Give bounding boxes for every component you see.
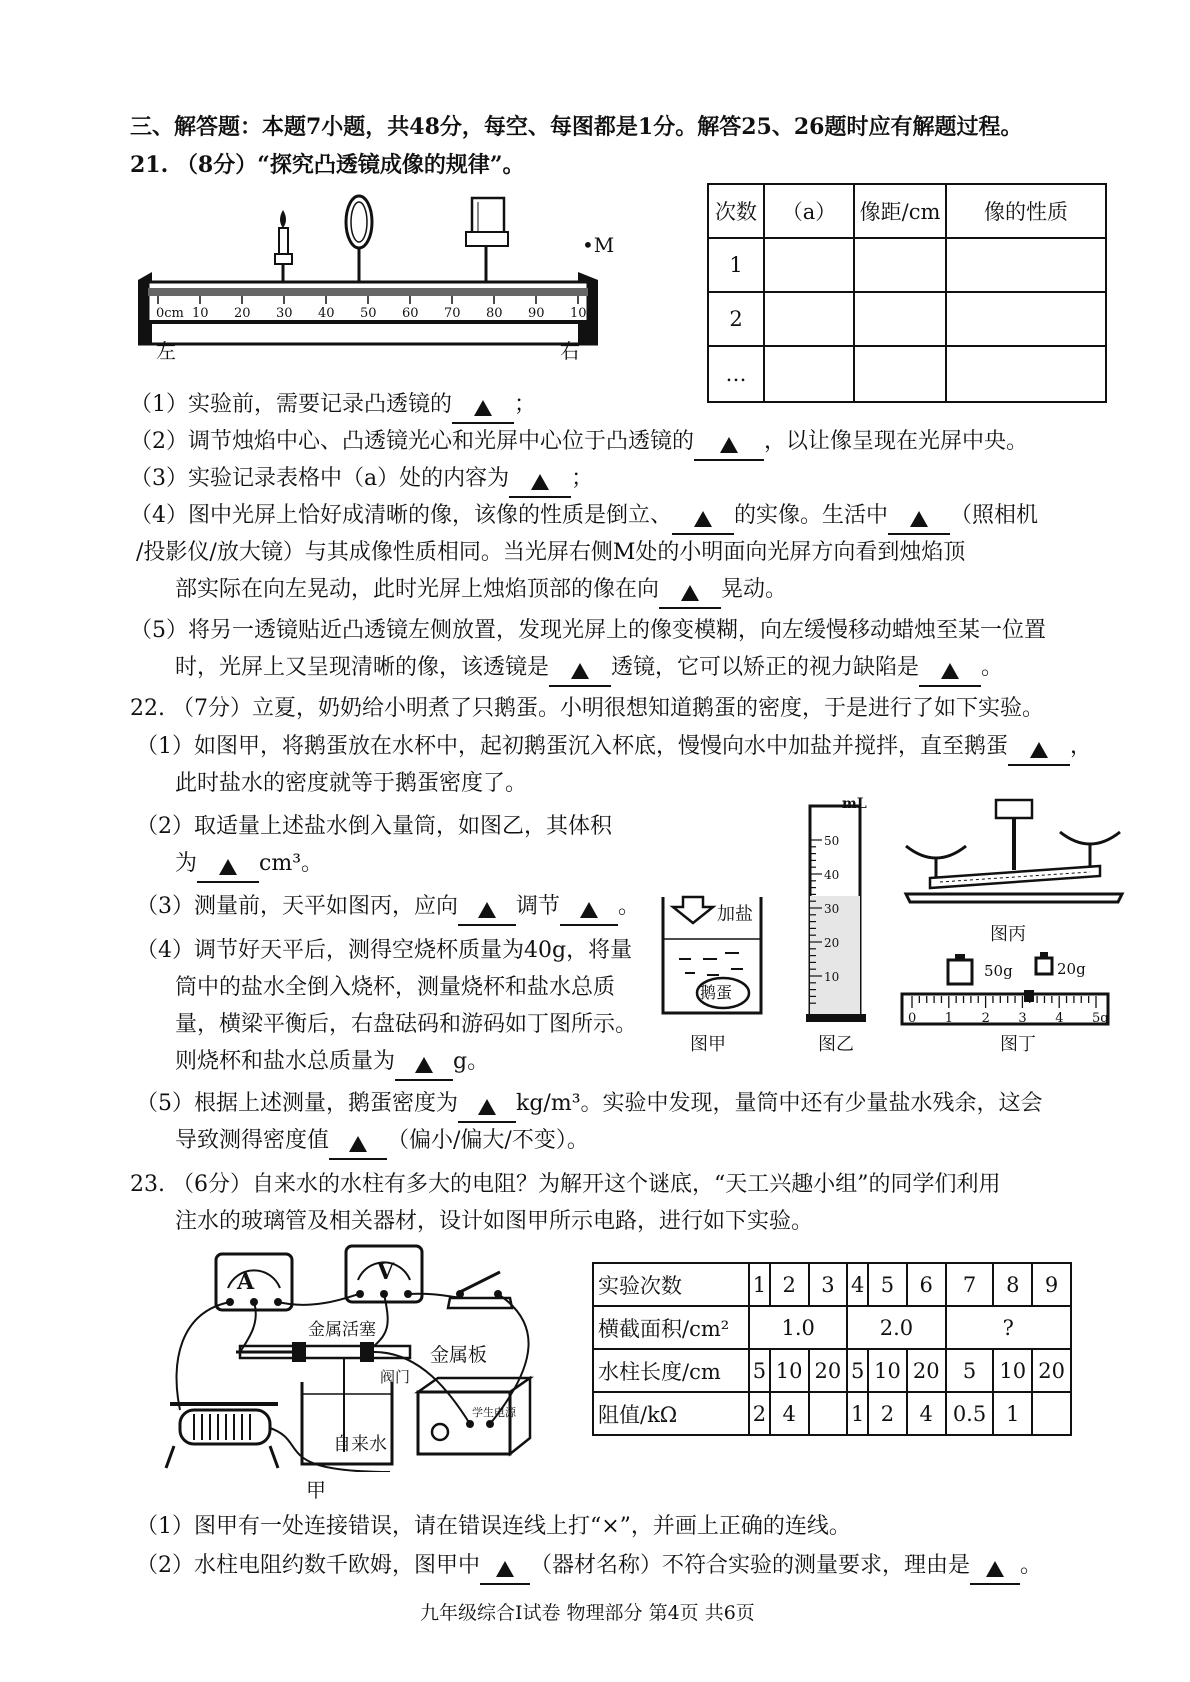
triangle-icon bbox=[474, 400, 492, 416]
length-cell: 20 bbox=[1032, 1349, 1071, 1392]
area-cell: 2.0 bbox=[847, 1306, 945, 1349]
answer-blank[interactable] bbox=[452, 398, 514, 424]
weight-20g-icon bbox=[1036, 952, 1052, 974]
triangle-icon bbox=[986, 1561, 1004, 1577]
cylinder-tick-label: 10 bbox=[824, 970, 840, 984]
triangle-icon bbox=[681, 585, 699, 601]
section-header: 三、解答题：本题7小题，共48分，每空、每图都是1分。解答25、26题时应有解题过程。 bbox=[130, 114, 1023, 140]
right-pan-icon bbox=[1060, 832, 1120, 844]
answer-blank[interactable] bbox=[329, 1134, 387, 1160]
fig-left-label: 左 bbox=[156, 339, 176, 362]
table-cell: … bbox=[708, 346, 764, 402]
figure-bing-caption: 图丙 bbox=[990, 924, 1026, 945]
triangle-icon bbox=[720, 437, 738, 453]
q23-data-table bbox=[592, 1262, 1072, 1436]
length-cell: 5 bbox=[946, 1349, 994, 1392]
weight-50g-icon bbox=[948, 954, 972, 984]
valve-label: 阀门 bbox=[380, 1368, 411, 1386]
add-salt-label: 加盐 bbox=[717, 904, 753, 925]
length-cell: 5 bbox=[847, 1349, 868, 1392]
left-pan-icon bbox=[906, 846, 966, 858]
answer-blank[interactable] bbox=[694, 435, 764, 461]
triangle-icon bbox=[694, 511, 712, 527]
q22-part4-line4: 则烧杯和盐水总质量为 g。 bbox=[175, 1047, 489, 1081]
metal-plate-label: 金属板 bbox=[430, 1344, 488, 1366]
trial-cell: 6 bbox=[907, 1263, 946, 1306]
bench-tick-label: 40 bbox=[318, 306, 335, 321]
trial-cell: 4 bbox=[847, 1263, 868, 1306]
q22-part1-line1: （1）如图甲，将鹅蛋放在水杯中，起初鹅蛋沉入杯底，慢慢向水中加盐并搅拌，直至鹅蛋 ， bbox=[136, 732, 1092, 766]
q23-part2: （2）水柱电阻约数千欧姆，图甲中 （器材名称）不符合实验的测量要求，理由是 。 bbox=[136, 1551, 1042, 1585]
answer-blank[interactable] bbox=[458, 1097, 516, 1123]
rider-tick-label: 1 bbox=[944, 1011, 954, 1026]
bench-tick-label: 90 bbox=[528, 306, 545, 321]
table-cell: 2 bbox=[708, 292, 764, 346]
answer-blank[interactable] bbox=[549, 661, 611, 687]
triangle-icon bbox=[496, 1561, 514, 1577]
row-label: 实验次数 bbox=[593, 1263, 749, 1306]
rheostat-icon bbox=[166, 1404, 278, 1468]
resistance-cell: 0.5 bbox=[946, 1392, 994, 1435]
trial-cell: 7 bbox=[946, 1263, 994, 1306]
row-label: 横截面积/cm² bbox=[593, 1306, 749, 1349]
length-cell: 10 bbox=[770, 1349, 809, 1392]
optical-bench-figure bbox=[128, 192, 628, 362]
resistance-cell: 1 bbox=[847, 1392, 868, 1435]
bench-tick-label: 30 bbox=[276, 306, 293, 321]
answer-blank[interactable] bbox=[197, 857, 259, 883]
resistance-cell: 4 bbox=[770, 1392, 809, 1435]
voltmeter-label: V bbox=[377, 1259, 395, 1285]
table-header: 像距/cm bbox=[854, 184, 946, 238]
q23-title-line2: 注水的玻璃管及相关器材，设计如图甲所示电路，进行如下实验。 bbox=[175, 1209, 814, 1234]
q22-part1-line2: 此时盐水的密度就等于鹅蛋密度了。 bbox=[175, 771, 528, 796]
page-footer: 九年级综合I试卷 物理部分 第4页 共6页 bbox=[420, 1602, 755, 1624]
triangle-icon bbox=[478, 1099, 496, 1115]
rider-marker bbox=[1024, 990, 1034, 1002]
cylinder-tick-label: 40 bbox=[824, 868, 840, 882]
q21-part4-line3: 部实际在向左晃动，此时光屏上烛焰顶部的像在向 晃动。 bbox=[175, 575, 787, 609]
rider-tick-label: 5g bbox=[1092, 1011, 1109, 1026]
fig-right-label: 右 bbox=[560, 339, 580, 362]
answer-blank[interactable] bbox=[672, 509, 734, 535]
q21-part4-line1: （4）图中光屏上恰好成清晰的像，该像的性质是倒立、 的实像。生活中 （照相机 bbox=[130, 501, 1038, 535]
answer-blank[interactable] bbox=[560, 900, 618, 926]
triangle-icon bbox=[580, 902, 598, 918]
resistance-cell: 4 bbox=[907, 1392, 946, 1435]
length-cell: 10 bbox=[993, 1349, 1032, 1392]
answer-blank[interactable] bbox=[395, 1055, 453, 1081]
answer-blank[interactable] bbox=[919, 661, 981, 687]
resistance-cell bbox=[1032, 1392, 1071, 1435]
candle-icon bbox=[275, 210, 292, 286]
q21-part2: （2）调节烛焰中心、凸透镜光心和光屏中心位于凸透镜的 ，以让像呈现在光屏中央。 bbox=[130, 427, 1028, 461]
q22-title: 22. （7分）立夏，奶奶给小明煮了只鹅蛋。小明很想知道鹅蛋的密度，于是进行了如下实验。 bbox=[130, 696, 1044, 721]
triangle-icon bbox=[415, 1057, 433, 1073]
triangle-icon bbox=[1030, 742, 1048, 758]
weight-20g-label: 20g bbox=[1057, 960, 1086, 978]
trial-cell: 8 bbox=[993, 1263, 1032, 1306]
figure-yi-caption: 图乙 bbox=[818, 1034, 854, 1055]
answer-blank[interactable] bbox=[1008, 740, 1070, 766]
q21-record-table bbox=[707, 183, 1107, 403]
area-cell: ? bbox=[946, 1306, 1071, 1349]
triangle-icon bbox=[941, 663, 959, 679]
answer-blank[interactable] bbox=[888, 509, 950, 535]
tap-water-label: 自来水 bbox=[333, 1434, 387, 1455]
answer-blank[interactable] bbox=[480, 1559, 530, 1585]
figure-ding-caption: 图丁 bbox=[1000, 1034, 1036, 1055]
figure-yi-cylinder bbox=[800, 800, 890, 1032]
row-label: 水柱长度/cm bbox=[593, 1349, 749, 1392]
trial-cell: 9 bbox=[1032, 1263, 1071, 1306]
resistance-cell: 1 bbox=[993, 1392, 1032, 1435]
rider-tick-label: 4 bbox=[1055, 1011, 1064, 1026]
cylinder-tick-label: 20 bbox=[824, 936, 840, 950]
q22-part2-line1: （2）取适量上述盐水倒入量筒，如图乙，其体积 bbox=[136, 814, 612, 839]
trial-cell: 2 bbox=[770, 1263, 809, 1306]
trial-cell: 3 bbox=[809, 1263, 848, 1306]
figure-jia-caption: 图甲 bbox=[690, 1034, 726, 1055]
rider-tick-label: 0 bbox=[908, 1011, 917, 1026]
bench-tick-label: 60 bbox=[402, 306, 419, 321]
answer-blank[interactable] bbox=[659, 583, 721, 609]
answer-blank[interactable] bbox=[458, 900, 516, 926]
q22-part4-line1: （4）调节好天平后，测得空烧杯质量为40g，将量 bbox=[136, 938, 633, 963]
balance-base bbox=[906, 894, 1122, 902]
point-m-label: •M bbox=[582, 233, 615, 257]
q23-title-line1: 23. （6分）自来水的水柱有多大的电阻？为解开这个谜底，“天工兴趣小组”的同学们利用 bbox=[130, 1172, 1001, 1197]
q21-part3: （3）实验记录表格中（a）处的内容为 ； bbox=[130, 464, 593, 498]
switch-icon bbox=[448, 1272, 512, 1308]
q22-part5-line1: （5）根据上述测量，鹅蛋密度为 kg/m³。实验中发现，量筒中还有少量盐水残余，这会 bbox=[136, 1089, 1043, 1123]
bench-tick-label: 10 bbox=[192, 306, 209, 321]
length-cell: 10 bbox=[868, 1349, 907, 1392]
triangle-icon bbox=[531, 474, 549, 490]
q21-part4-line2: /投影仪/放大镜）与其成像性质相同。当光屏右侧M处的小明面向光屏方向看到烛焰顶 bbox=[136, 540, 966, 565]
figure-bing-balance bbox=[900, 796, 1130, 916]
rider-tick-label: 3 bbox=[1018, 1011, 1027, 1026]
row-label: 阻值/kΩ bbox=[593, 1392, 749, 1435]
q21-part5-line2: 时，光屏上又呈现清晰的像，该透镜是 透镜，它可以矫正的视力缺陷是 。 bbox=[175, 653, 1003, 687]
screen-icon bbox=[466, 198, 508, 286]
weight-50g-label: 50g bbox=[984, 962, 1013, 980]
length-cell: 20 bbox=[907, 1349, 946, 1392]
rider-tick-label: 2 bbox=[981, 1011, 990, 1026]
trial-cell: 1 bbox=[749, 1263, 770, 1306]
q22-part2-line2: 为 cm³。 bbox=[175, 849, 323, 883]
q21-title: 21. （8分）“探究凸透镜成像的规律”。 bbox=[130, 152, 525, 178]
area-cell: 1.0 bbox=[749, 1306, 847, 1349]
piston-label: 金属活塞 bbox=[308, 1320, 376, 1340]
bench-tick-label: 20 bbox=[234, 306, 251, 321]
table-header: 像的性质 bbox=[946, 184, 1106, 238]
q22-part5-line2: 导致测得密度值 （偏小/偏大/不变）。 bbox=[175, 1126, 589, 1160]
cylinder-unit-label: mL bbox=[842, 796, 867, 812]
length-cell: 20 bbox=[809, 1349, 848, 1392]
answer-blank[interactable] bbox=[970, 1559, 1020, 1585]
bench-tick-label: 0cm bbox=[156, 306, 184, 321]
triangle-icon bbox=[571, 663, 589, 679]
table-header: 次数 bbox=[708, 184, 764, 238]
length-cell: 5 bbox=[749, 1349, 770, 1392]
triangle-icon bbox=[478, 902, 496, 918]
table-cell: 1 bbox=[708, 238, 764, 292]
trial-cell: 5 bbox=[868, 1263, 907, 1306]
ammeter-label: A bbox=[237, 1269, 255, 1295]
figure-jia-label: 甲 bbox=[306, 1478, 326, 1502]
q22-part4-line3: 量，横梁平衡后，右盘砝码和游码如丁图所示。 bbox=[175, 1012, 638, 1037]
resistance-cell bbox=[809, 1392, 848, 1435]
triangle-icon bbox=[910, 511, 928, 527]
q22-part4-line2: 筒中的盐水全倒入烧杯，测量烧杯和盐水总质 bbox=[175, 975, 616, 1000]
table-header: （a） bbox=[764, 184, 854, 238]
answer-blank[interactable] bbox=[509, 472, 571, 498]
triangle-icon bbox=[219, 859, 237, 875]
cylinder-tick-label: 50 bbox=[824, 834, 840, 848]
power-supply-label: 学生电源 bbox=[472, 1406, 516, 1419]
resistance-cell: 2 bbox=[868, 1392, 907, 1435]
q21-part1: （1）实验前，需要记录凸透镜的 ； bbox=[130, 390, 536, 424]
q21-part5-line1: （5）将另一透镜贴近凸透镜左侧放置，发现光屏上的像变模糊，向左缓慢移动蜡烛至某一位置 bbox=[130, 618, 1047, 643]
cylinder-tick-label: 30 bbox=[824, 902, 840, 916]
bench-tick-label: 70 bbox=[444, 306, 461, 321]
lens-icon bbox=[346, 196, 372, 286]
resistance-cell: 2 bbox=[749, 1392, 770, 1435]
q22-part3: （3）测量前，天平如图丙，应向 调节 。 bbox=[136, 892, 640, 926]
egg-label: 鹅蛋 bbox=[700, 983, 733, 1002]
down-arrow-icon bbox=[673, 897, 713, 923]
bench-tick-label: 80 bbox=[486, 306, 503, 321]
q23-part1: （1）图甲有一处连接错误，请在错误连线上打“×”，并画上正确的连线。 bbox=[136, 1514, 851, 1539]
bench-tick-label: 100 bbox=[570, 306, 595, 321]
bench-tick-label: 50 bbox=[360, 306, 377, 321]
triangle-icon bbox=[349, 1136, 367, 1152]
